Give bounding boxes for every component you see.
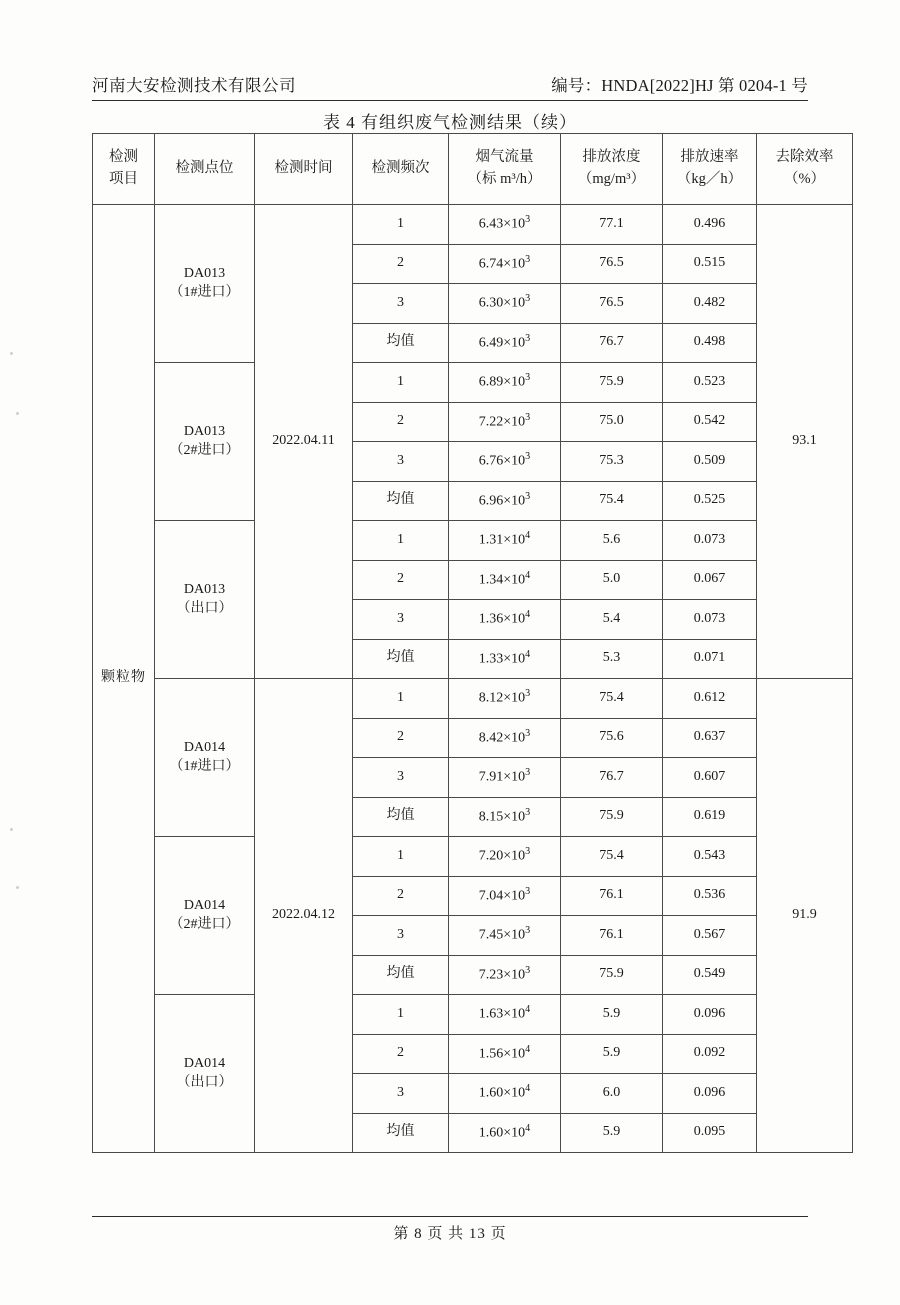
cell-frequency: 1 <box>353 837 449 877</box>
cell-rate: 0.542 <box>663 402 757 442</box>
cell-concentration: 76.1 <box>561 916 663 956</box>
cell-rate: 0.515 <box>663 244 757 284</box>
cell-frequency: 3 <box>353 758 449 798</box>
cell-efficiency: 93.1 <box>757 205 853 679</box>
cell-site <box>155 837 255 995</box>
cell-site-name: DA013 <box>183 265 226 281</box>
table-row <box>93 205 853 245</box>
cell-rate: 0.525 <box>663 481 757 521</box>
cell-flow: $8.12\times 10^3$ <box>449 679 561 719</box>
column-header-site: 检测点位 <box>155 134 255 205</box>
cell-concentration: 75.9 <box>561 955 663 995</box>
cell-rate: 0.095 <box>663 1113 757 1153</box>
cell-frequency: 3 <box>353 916 449 956</box>
cell-flow: $7.04\times 10^3$ <box>449 876 561 916</box>
cell-rate: 0.496 <box>663 205 757 245</box>
cell-concentration: 6.0 <box>561 1074 663 1114</box>
cell-rate: 0.543 <box>663 837 757 877</box>
cell-frequency: 1 <box>353 679 449 719</box>
cell-frequency: 均值 <box>353 955 449 995</box>
column-header-concentration-line2: （mg/m³） <box>577 171 646 187</box>
table-header-row <box>93 134 853 205</box>
cell-rate: 0.637 <box>663 718 757 758</box>
cell-frequency: 均值 <box>353 323 449 363</box>
cell-flow: $6.89\times 10^3$ <box>449 363 561 403</box>
table-row <box>93 679 853 719</box>
cell-flow: $7.91\times 10^3$ <box>449 758 561 798</box>
cell-site <box>155 521 255 679</box>
cell-frequency: 1 <box>353 205 449 245</box>
cell-time: 2022.04.11 <box>255 205 353 679</box>
footer-divider <box>92 1216 808 1217</box>
column-header-item-line2: 项目 <box>109 171 138 187</box>
header-divider <box>92 100 808 101</box>
cell-flow: $1.31\times 10^4$ <box>449 521 561 561</box>
cell-frequency: 1 <box>353 363 449 403</box>
column-header-item-line1: 检测 <box>109 149 138 166</box>
cell-concentration: 75.0 <box>561 402 663 442</box>
column-header-flow <box>449 134 561 205</box>
cell-flow: $1.33\times 10^4$ <box>449 639 561 679</box>
cell-site <box>155 679 255 837</box>
cell-rate: 0.536 <box>663 876 757 916</box>
cell-site-name: DA013 <box>183 423 226 439</box>
cell-time: 2022.04.12 <box>255 679 353 1153</box>
cell-rate: 0.073 <box>663 600 757 640</box>
table-body <box>93 205 853 1153</box>
cell-concentration: 75.3 <box>561 442 663 482</box>
cell-concentration: 5.9 <box>561 995 663 1035</box>
cell-concentration: 5.3 <box>561 639 663 679</box>
column-header-efficiency-line1: 去除效率 <box>775 149 834 166</box>
column-header-item <box>93 134 155 205</box>
cell-flow: $1.63\times 10^4$ <box>449 995 561 1035</box>
cell-flow: $6.76\times 10^3$ <box>449 442 561 482</box>
cell-flow: $1.34\times 10^4$ <box>449 560 561 600</box>
cell-frequency: 3 <box>353 284 449 324</box>
column-header-concentration <box>561 134 663 205</box>
cell-frequency: 2 <box>353 718 449 758</box>
cell-flow: $6.96\times 10^3$ <box>449 481 561 521</box>
cell-rate: 0.549 <box>663 955 757 995</box>
cell-flow: $7.20\times 10^3$ <box>449 837 561 877</box>
cell-flow: $6.74\times 10^3$ <box>449 244 561 284</box>
cell-flow: $8.42\times 10^3$ <box>449 718 561 758</box>
cell-flow: $8.15\times 10^3$ <box>449 797 561 837</box>
cell-item: 颗粒物 <box>93 205 155 1153</box>
cell-site <box>155 205 255 363</box>
cell-rate: 0.096 <box>663 1074 757 1114</box>
page-footer: 第 8 页 共 13 页 <box>393 1226 507 1242</box>
cell-concentration: 76.5 <box>561 244 663 284</box>
cell-concentration: 5.9 <box>561 1113 663 1153</box>
table-row <box>93 521 853 561</box>
cell-site-name: DA014 <box>183 1055 226 1071</box>
cell-efficiency: 91.9 <box>757 679 853 1153</box>
column-header-rate-line1: 排放速率 <box>680 149 739 166</box>
cell-concentration: 75.6 <box>561 718 663 758</box>
cell-site-note: （1#进口） <box>169 758 240 774</box>
cell-frequency: 2 <box>353 876 449 916</box>
cell-rate: 0.523 <box>663 363 757 403</box>
cell-frequency: 2 <box>353 244 449 284</box>
column-header-efficiency <box>757 134 853 205</box>
column-header-time: 检测时间 <box>255 134 353 205</box>
cell-flow: $6.49\times 10^3$ <box>449 323 561 363</box>
cell-concentration: 5.0 <box>561 560 663 600</box>
cell-rate: 0.092 <box>663 1034 757 1074</box>
cell-frequency: 均值 <box>353 1113 449 1153</box>
document-number: 编号：HNDA[2022]HJ 第 0204-1 号 <box>551 76 808 95</box>
emission-results-table <box>92 133 853 1153</box>
cell-frequency: 3 <box>353 442 449 482</box>
cell-frequency: 1 <box>353 521 449 561</box>
cell-frequency: 2 <box>353 560 449 600</box>
cell-frequency: 2 <box>353 1034 449 1074</box>
page-header <box>92 72 808 96</box>
cell-site <box>155 363 255 521</box>
column-header-concentration-line1: 排放浓度 <box>582 149 641 166</box>
column-header-efficiency-line2: （%） <box>783 171 826 187</box>
cell-site-note: （2#进口） <box>169 442 240 458</box>
cell-site <box>155 995 255 1153</box>
cell-rate: 0.607 <box>663 758 757 798</box>
cell-concentration: 75.4 <box>561 837 663 877</box>
cell-concentration: 5.9 <box>561 1034 663 1074</box>
cell-concentration: 76.5 <box>561 284 663 324</box>
cell-frequency: 2 <box>353 402 449 442</box>
cell-site-note: （1#进口） <box>169 284 240 300</box>
cell-rate: 0.096 <box>663 995 757 1035</box>
cell-flow: $1.56\times 10^4$ <box>449 1034 561 1074</box>
cell-frequency: 均值 <box>353 639 449 679</box>
cell-rate: 0.619 <box>663 797 757 837</box>
cell-site-note: （2#进口） <box>169 916 240 932</box>
cell-rate: 0.071 <box>663 639 757 679</box>
cell-concentration: 76.7 <box>561 758 663 798</box>
column-header-rate-line2: （kg／h） <box>676 171 743 187</box>
cell-concentration: 75.9 <box>561 363 663 403</box>
cell-rate: 0.073 <box>663 521 757 561</box>
cell-frequency: 1 <box>353 995 449 1035</box>
table-row <box>93 837 853 877</box>
column-header-frequency: 检测频次 <box>353 134 449 205</box>
cell-concentration: 75.4 <box>561 481 663 521</box>
cell-site-note: （出口） <box>176 1074 233 1090</box>
cell-flow: $7.23\times 10^3$ <box>449 955 561 995</box>
cell-rate: 0.612 <box>663 679 757 719</box>
cell-rate: 0.067 <box>663 560 757 600</box>
cell-frequency: 均值 <box>353 481 449 521</box>
table-row <box>93 995 853 1035</box>
cell-concentration: 5.4 <box>561 600 663 640</box>
cell-flow: $7.22\times 10^3$ <box>449 402 561 442</box>
cell-flow: $7.45\times 10^3$ <box>449 916 561 956</box>
cell-frequency: 3 <box>353 1074 449 1114</box>
cell-site-note: （出口） <box>176 600 233 616</box>
cell-flow: $1.60\times 10^4$ <box>449 1113 561 1153</box>
cell-concentration: 76.1 <box>561 876 663 916</box>
cell-rate: 0.509 <box>663 442 757 482</box>
table-title: 表 4 有组织废气检测结果（续） <box>323 113 577 132</box>
cell-flow: $1.36\times 10^4$ <box>449 600 561 640</box>
cell-concentration: 76.7 <box>561 323 663 363</box>
cell-site-name: DA013 <box>183 581 226 597</box>
cell-concentration: 75.4 <box>561 679 663 719</box>
cell-flow: $6.30\times 10^3$ <box>449 284 561 324</box>
cell-concentration: 5.6 <box>561 521 663 561</box>
cell-concentration: 75.9 <box>561 797 663 837</box>
cell-flow: $6.43\times 10^3$ <box>449 205 561 245</box>
cell-rate: 0.498 <box>663 323 757 363</box>
column-header-flow-line2: （标 m³/h） <box>467 171 542 187</box>
cell-frequency: 均值 <box>353 797 449 837</box>
cell-site-name: DA014 <box>183 739 226 755</box>
cell-concentration: 77.1 <box>561 205 663 245</box>
cell-flow: $1.60\times 10^4$ <box>449 1074 561 1114</box>
cell-frequency: 3 <box>353 600 449 640</box>
cell-site-name: DA014 <box>183 897 226 913</box>
cell-rate: 0.567 <box>663 916 757 956</box>
table-row <box>93 363 853 403</box>
cell-rate: 0.482 <box>663 284 757 324</box>
company-name: 河南大安检测技术有限公司 <box>92 76 296 95</box>
column-header-flow-line1: 烟气流量 <box>475 149 534 166</box>
column-header-rate <box>663 134 757 205</box>
